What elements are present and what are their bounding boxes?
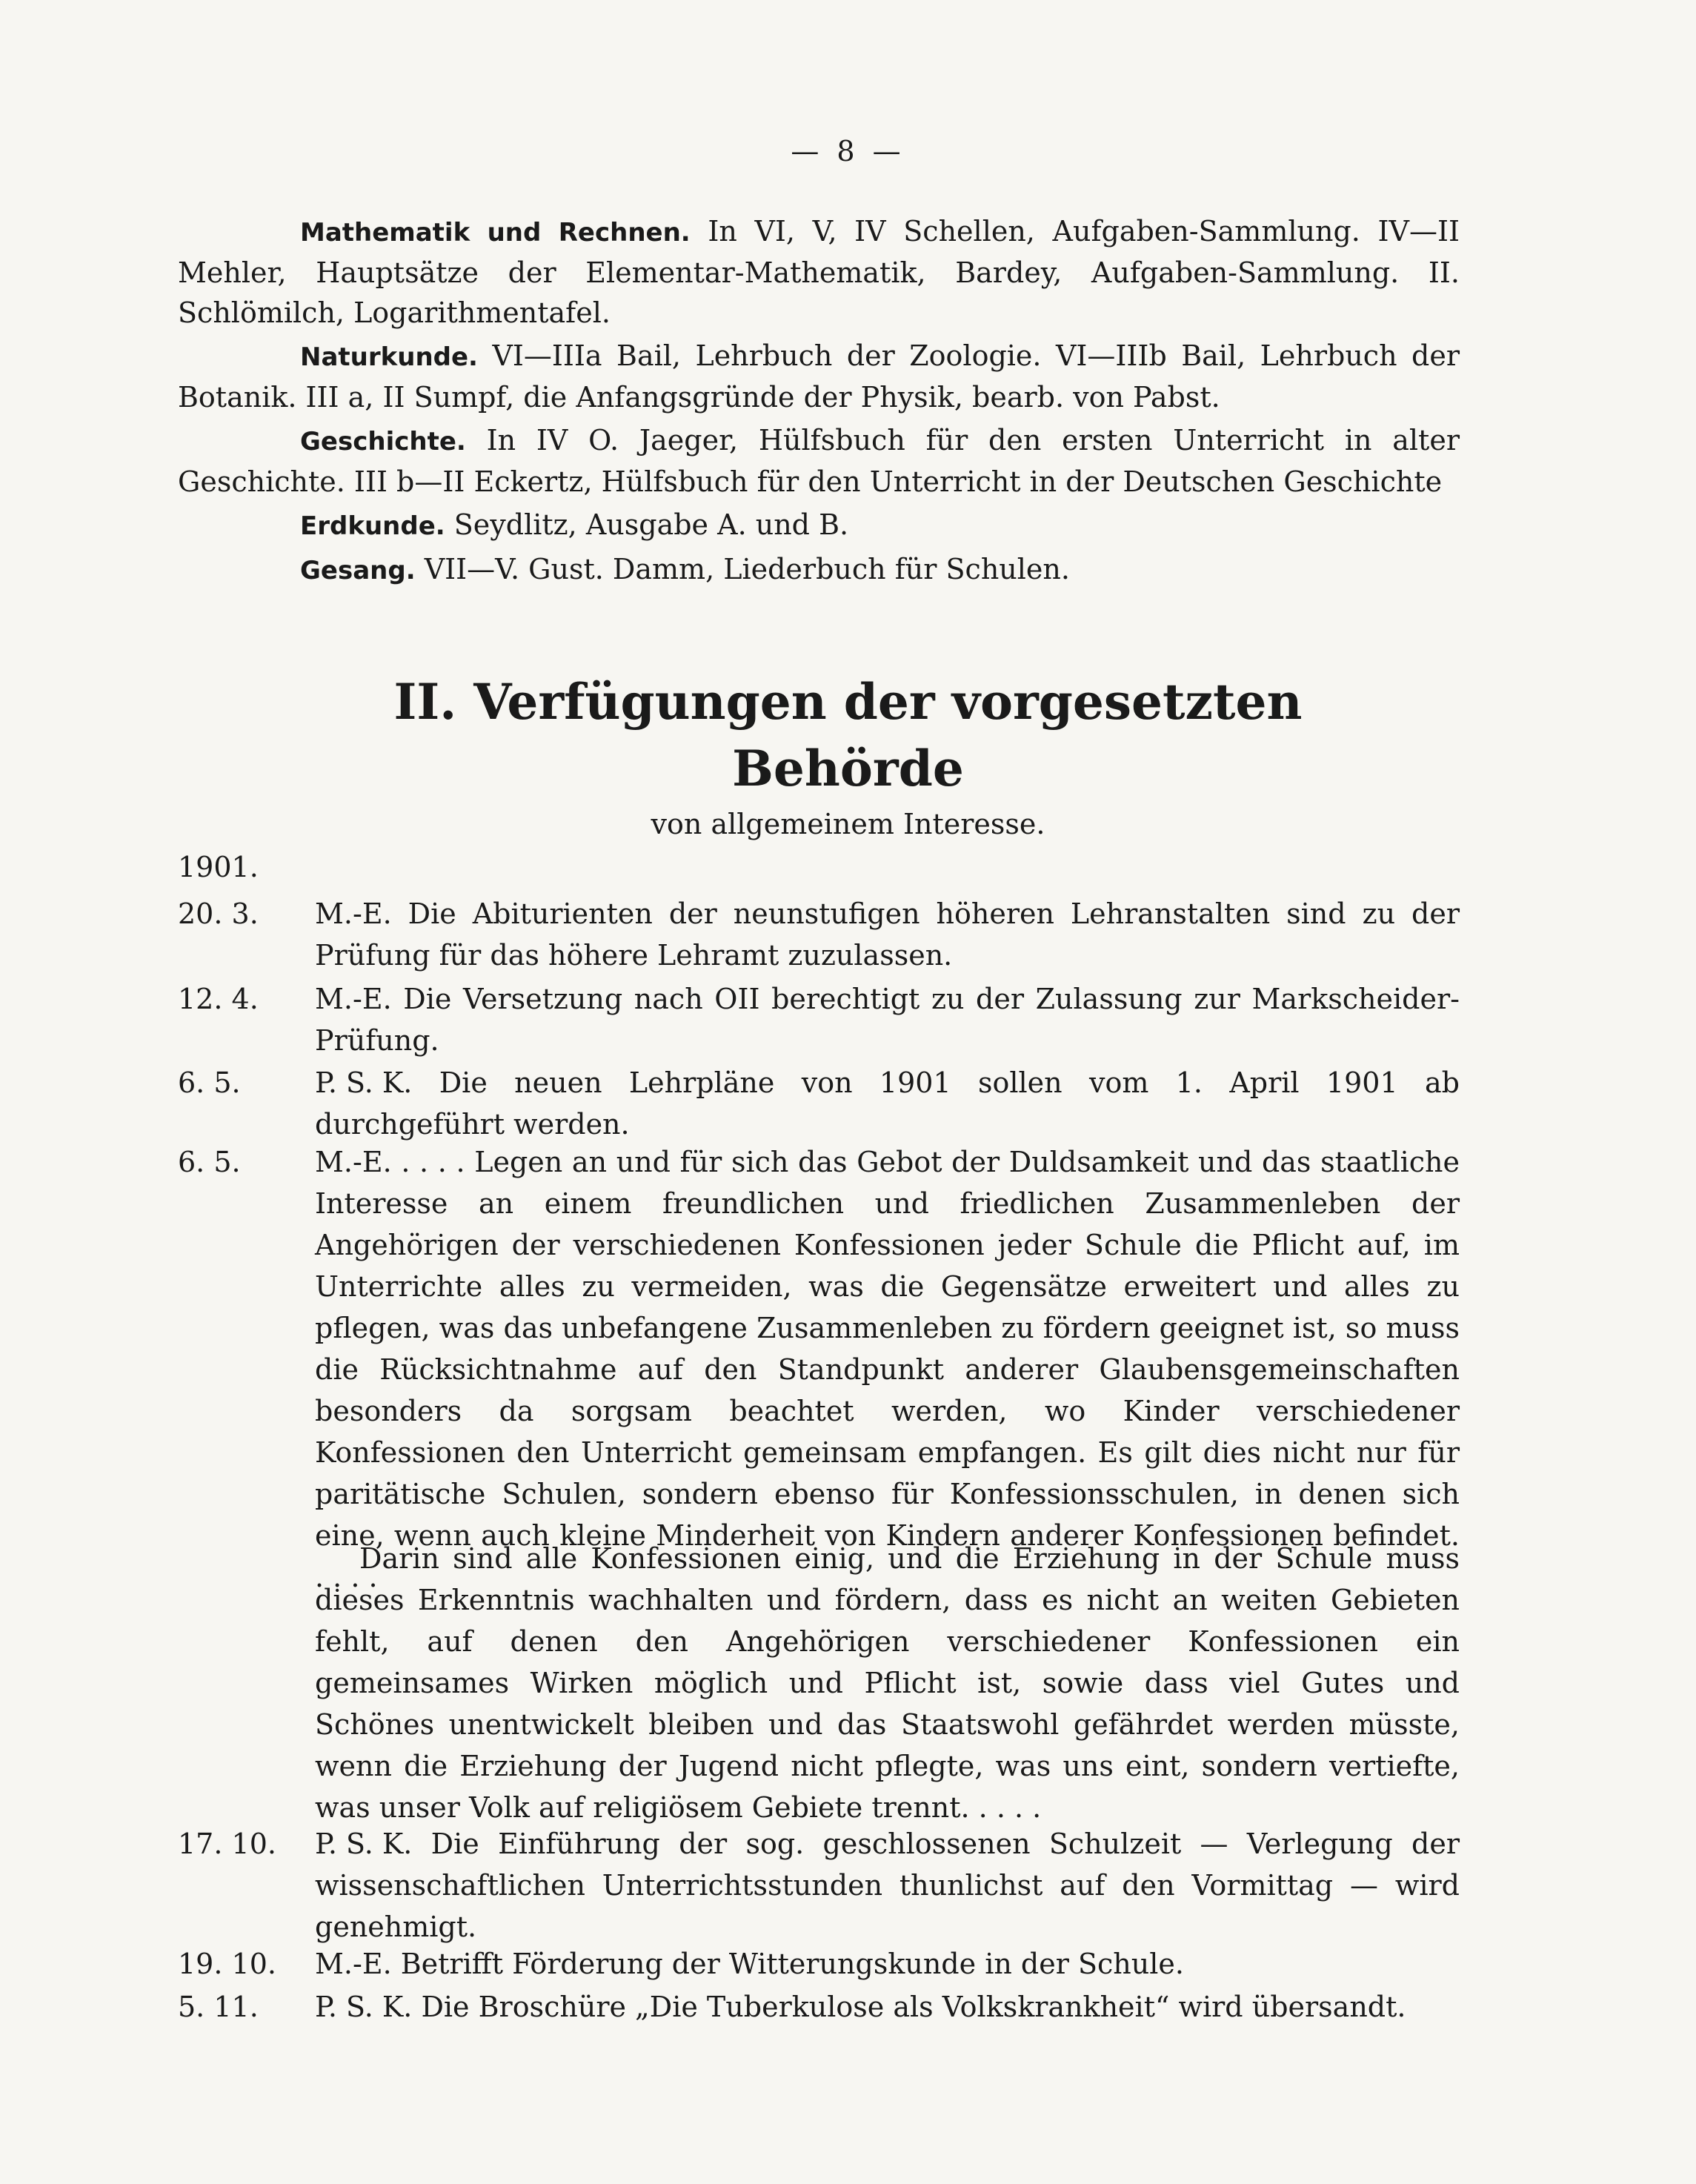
decree-text: Die Abiturienten der neunstufigen höheren Lehranstalten sind zu der Prüfung für das höhere Lehramt zuzulassen. (315, 897, 1460, 972)
decree-entry (178, 1823, 1460, 1948)
book-entry-geschichte (178, 420, 1460, 502)
year-label: 1901. (178, 851, 259, 883)
decree-text: Die neuen Lehrpläne von 1901 sollen vom 1. April 1901 ab durchgeführt werden. (315, 1066, 1460, 1141)
decree-body (315, 893, 1460, 976)
decree-text: . . . . Legen an und für sich das Gebot der Duldsamkeit und das staatliche Interesse an einem freundlichen und friedlichen Zusammenleben der Angehörigen der verschiedenen Konfessionen jeder Schule die Pflicht auf, im Unterrichte alles zu vermeiden, was die Gegensätze erweitert und alles zu pflegen, was das unbefangene Zusammenleben zu fördern geeignet ist, so muss die Rücksichtnahme auf den Standpunkt anderer Glaubensgemeinschaften besonders da sorgsam beachtet werden, wo Kinder verschiedener Konfessionen den Unterricht gemeinsam empfangen. Es gilt dies nicht nur für paritätische Schulen, sondern ebenso für Konfessionsschulen, in denen sich eine, wenn auch kleine Minderheit von Kindern anderer Konfessionen befindet. . . . . (315, 1146, 1460, 1593)
decree-date: 6. 5. (178, 1146, 241, 1178)
decree-authority: M.-E. (315, 897, 392, 930)
decree-continuation: Darin sind alle Konfessionen einig, und die Erziehung in der Schule muss dieses Erkenntnis wachhalten und fördern, dass es nicht an weiten Gebieten fehlt, auf denen den Angehörigen verschiedener Konfessionen ein gemeinsames Wirken möglich und Pflicht ist, sowie dass viel Gutes und Schönes unentwickelt bleiben und das Staatswohl gefährdet werden müsste, wenn die Erziehung der Jugend nicht pflegte, was uns eint, sondern vertiefte, was unser Volk auf religiösem Gebiete trennt. . . . . (315, 1542, 1460, 1824)
decree-authority: P. S. K. (315, 1066, 413, 1099)
subject-text: In IV O. Jaeger, Hülfsbuch für den ersten Unterricht in alter Geschichte. III b—II Eckertz, Hülfsbuch für den Unterricht in der Deutschen Geschichte (178, 424, 1460, 498)
subject-text: Seydlitz, Ausgabe A. und B. (453, 508, 849, 541)
subject-label: Erdkunde. (300, 511, 445, 541)
decree-body (315, 1062, 1460, 1145)
subject-text: VII—V. Gust. Damm, Liederbuch für Schulen. (424, 553, 1070, 585)
subject-label: Gesang. (300, 556, 416, 585)
decree-entry (178, 893, 1460, 976)
subject-label: Mathematik und Rechnen. (300, 218, 691, 248)
decree-authority: P. S. K. (315, 1991, 413, 2023)
decree-body (315, 1943, 1460, 1985)
book-entry-gesang (178, 549, 1460, 591)
subject-text: VI—IIIa Bail, Lehrbuch der Zoologie. VI—IIIb Bail, Lehrbuch der Botanik. III a, II Sumpf, die Anfangsgründe der Physik, bearb. von Pabst. (178, 339, 1460, 414)
decree-entry (178, 978, 1460, 1061)
decree-authority: P. S. K. (315, 1828, 413, 1860)
decree-entry (178, 1062, 1460, 1145)
subject-label: Naturkunde. (300, 342, 478, 372)
decree-body (315, 1823, 1460, 1948)
decree-date: 6. 5. (178, 1066, 241, 1099)
decree-date: 5. 11. (178, 1991, 259, 2023)
decree-authority: M.-E. (315, 1948, 392, 1980)
page-number: — 8 — (791, 135, 905, 167)
subject-text: In VI, V, IV Schellen, Aufgaben-Sammlung. IV—II Mehler, Hauptsätze der Elementar-Mathematik, Bardey, Aufgaben-Sammlung. II. Schlömilch, Logarithmentafel. (178, 215, 1460, 329)
book-entry-mathematics (178, 211, 1460, 333)
subject-label: Geschichte. (300, 427, 466, 457)
decree-date: 12. 4. (178, 983, 259, 1015)
decree-text: Die Einführung der sog. geschlossenen Schulzeit — Verlegung der wissenschaftlichen Unterrichtsstunden thunlichst auf den Vormittag — wird genehmigt. (315, 1828, 1460, 1943)
textbook-list (178, 211, 1460, 594)
decree-date: 19. 10. (178, 1948, 276, 1980)
decree-date: 20. 3. (178, 897, 259, 930)
decree-body (315, 978, 1460, 1061)
decree-entry (178, 1986, 1460, 2028)
section-title-line2: Behörde (732, 740, 964, 797)
book-entry-naturkunde (178, 336, 1460, 417)
decree-date: 17. 10. (178, 1828, 276, 1860)
book-entry-erdkunde (178, 505, 1460, 546)
decree-authority: M.-E. (315, 1146, 392, 1178)
decree-entry (178, 1943, 1460, 1985)
decree-body (315, 1141, 1460, 1598)
section-subtitle: von allgemeinem Interesse. (651, 808, 1045, 840)
decree-text: Betrifft Förderung der Witterungskunde in der Schule. (400, 1948, 1184, 1980)
decree-entry (178, 1141, 1460, 1598)
decree-text: Die Versetzung nach OII berechtigt zu der Zulassung zur Markscheider-Prüfung. (315, 983, 1460, 1057)
decree-body (315, 1986, 1460, 2028)
decree-text: Die Broschüre „Die Tuberkulose als Volkskrankheit“ wird übersandt. (421, 1991, 1406, 2023)
section-title-line1: II. Verfügungen der vorgesetzten (393, 673, 1303, 731)
decree-authority: M.-E. (315, 983, 392, 1015)
